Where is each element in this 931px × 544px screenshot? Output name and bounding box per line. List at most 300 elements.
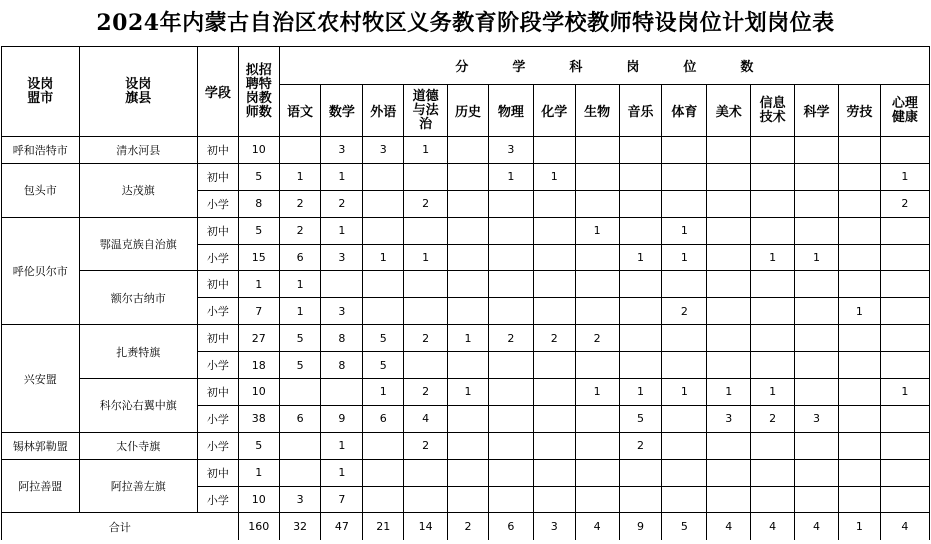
cell-subject-count: 2 (751, 405, 795, 432)
cell-stage: 初中 (197, 379, 238, 406)
cell-subject-count (751, 190, 795, 217)
cell-subject-count (619, 137, 662, 164)
cell-subject-count (751, 137, 795, 164)
cell-subject-count (575, 486, 619, 513)
cell-total-count: 160 (238, 513, 279, 540)
cell-subject-count (404, 271, 448, 298)
table-row (2, 325, 930, 352)
cell-subject-count (751, 163, 795, 190)
cell-subject-count (488, 459, 533, 486)
cell-total-subject: 21 (363, 513, 404, 540)
cell-subject-count (707, 190, 751, 217)
cell-subject-count (838, 405, 880, 432)
cell-league-city: 呼和浩特市 (2, 137, 80, 164)
cell-stage: 初中 (197, 163, 238, 190)
cell-planned-count: 8 (238, 190, 279, 217)
cell-planned-count: 10 (238, 137, 279, 164)
cell-subject-count: 1 (838, 298, 880, 325)
cell-subject-count (880, 486, 929, 513)
cell-banner-county: 阿拉善左旗 (79, 459, 197, 513)
cell-stage: 初中 (197, 325, 238, 352)
cell-subject-count (448, 137, 489, 164)
cell-subject-count: 2 (575, 325, 619, 352)
cell-subject-count (321, 271, 363, 298)
cell-stage: 小学 (197, 486, 238, 513)
header-subject: 物理 (488, 85, 533, 137)
cell-subject-count: 2 (488, 325, 533, 352)
cell-subject-count: 1 (880, 379, 929, 406)
cell-subject-count: 3 (488, 137, 533, 164)
cell-subject-count: 6 (363, 405, 404, 432)
cell-subject-count (795, 137, 839, 164)
cell-subject-count (279, 459, 321, 486)
header-subject: 心理健康 (880, 85, 929, 137)
table-row (2, 432, 930, 459)
cell-subject-count (448, 244, 489, 271)
cell-planned-count: 5 (238, 163, 279, 190)
cell-subject-count (575, 298, 619, 325)
cell-banner-county: 扎赉特旗 (79, 325, 197, 379)
cell-subject-count (619, 271, 662, 298)
cell-subject-count: 2 (619, 432, 662, 459)
cell-subject-count (838, 271, 880, 298)
header-subject: 美术 (707, 85, 751, 137)
cell-subject-count (880, 244, 929, 271)
cell-subject-count (448, 190, 489, 217)
header-subject: 数学 (321, 85, 363, 137)
cell-subject-count (795, 379, 839, 406)
cell-subject-count (404, 352, 448, 379)
cell-subject-count (838, 163, 880, 190)
cell-subject-count (795, 325, 839, 352)
cell-subject-count: 2 (880, 190, 929, 217)
cell-subject-count: 1 (662, 379, 707, 406)
cell-total-subject: 4 (795, 513, 839, 540)
cell-subject-count (404, 486, 448, 513)
cell-stage: 小学 (197, 298, 238, 325)
cell-subject-count (619, 217, 662, 244)
cell-subject-count (751, 352, 795, 379)
cell-subject-count (795, 459, 839, 486)
header-stage: 学段 (197, 47, 238, 137)
cell-subject-count: 1 (321, 432, 363, 459)
cell-subject-count: 6 (279, 244, 321, 271)
cell-subject-count (751, 298, 795, 325)
cell-subject-count: 9 (321, 405, 363, 432)
cell-subject-count (533, 459, 575, 486)
cell-subject-count (838, 325, 880, 352)
cell-subject-count (575, 271, 619, 298)
cell-subject-count: 3 (321, 244, 363, 271)
cell-subject-count: 1 (404, 137, 448, 164)
cell-subject-count: 5 (363, 325, 404, 352)
header-subject: 信息技术 (751, 85, 795, 137)
cell-subject-count (662, 163, 707, 190)
cell-subject-count (795, 432, 839, 459)
cell-subject-count (662, 459, 707, 486)
header-subject: 生物 (575, 85, 619, 137)
cell-subject-count: 5 (619, 405, 662, 432)
cell-subject-count: 1 (662, 217, 707, 244)
cell-subject-count (880, 271, 929, 298)
cell-subject-count (533, 379, 575, 406)
cell-league-city: 兴安盟 (2, 325, 80, 433)
cell-subject-count (880, 352, 929, 379)
header-planned-count: 拟招聘特岗教师数 (238, 47, 279, 137)
cell-total-subject: 3 (533, 513, 575, 540)
cell-subject-count (533, 486, 575, 513)
cell-total-subject: 6 (488, 513, 533, 540)
cell-total-subject: 4 (575, 513, 619, 540)
cell-subject-count (795, 190, 839, 217)
cell-subject-count (533, 298, 575, 325)
cell-subject-count (662, 190, 707, 217)
cell-subject-count (707, 459, 751, 486)
cell-planned-count: 15 (238, 244, 279, 271)
cell-subject-count (795, 163, 839, 190)
cell-subject-count: 2 (533, 325, 575, 352)
cell-total-subject: 14 (404, 513, 448, 540)
cell-subject-count (880, 137, 929, 164)
header-league-city: 设岗盟市 (2, 47, 80, 137)
cell-banner-county: 鄂温克族自治旗 (79, 217, 197, 271)
cell-subject-count: 8 (321, 352, 363, 379)
cell-subject-count: 3 (795, 405, 839, 432)
cell-subject-count (880, 325, 929, 352)
cell-subject-count (488, 486, 533, 513)
cell-subject-count (707, 352, 751, 379)
cell-subject-count (488, 217, 533, 244)
cell-subject-count (533, 405, 575, 432)
cell-subject-count: 1 (533, 163, 575, 190)
cell-subject-count: 1 (575, 217, 619, 244)
cell-subject-count: 8 (321, 325, 363, 352)
cell-subject-count (488, 271, 533, 298)
cell-subject-count: 7 (321, 486, 363, 513)
cell-subject-count (707, 217, 751, 244)
cell-subject-count (619, 459, 662, 486)
cell-planned-count: 10 (238, 486, 279, 513)
cell-subject-count: 3 (321, 298, 363, 325)
cell-subject-count (575, 459, 619, 486)
cell-subject-count: 1 (795, 244, 839, 271)
cell-subject-count: 1 (279, 271, 321, 298)
cell-total-subject: 2 (448, 513, 489, 540)
header-subject: 化学 (533, 85, 575, 137)
cell-subject-count (488, 298, 533, 325)
cell-subject-count (533, 244, 575, 271)
cell-subject-count (279, 379, 321, 406)
page-title: 2024年内蒙古自治区农村牧区义务教育阶段学校教师特设岗位计划岗位表 (96, 10, 835, 36)
cell-subject-count (404, 459, 448, 486)
cell-subject-count (838, 137, 880, 164)
cell-banner-county: 科尔沁右翼中旗 (79, 379, 197, 433)
cell-subject-count: 5 (279, 325, 321, 352)
cell-subject-count (880, 459, 929, 486)
cell-subject-count (448, 405, 489, 432)
cell-subject-count (533, 217, 575, 244)
cell-subject-count: 1 (751, 244, 795, 271)
cell-subject-count (751, 459, 795, 486)
cell-subject-count (707, 325, 751, 352)
cell-subject-count (838, 486, 880, 513)
cell-subject-count (363, 271, 404, 298)
cell-subject-count (448, 432, 489, 459)
cell-subject-count: 2 (404, 325, 448, 352)
cell-league-city: 阿拉善盟 (2, 459, 80, 513)
cell-subject-count (795, 298, 839, 325)
cell-league-city: 呼伦贝尔市 (2, 217, 80, 325)
table-row (2, 217, 930, 244)
cell-stage: 小学 (197, 352, 238, 379)
cell-subject-count (575, 432, 619, 459)
cell-total-subject: 9 (619, 513, 662, 540)
cell-subject-count: 5 (363, 352, 404, 379)
cell-subject-count (488, 190, 533, 217)
cell-total-subject: 1 (838, 513, 880, 540)
cell-banner-county: 达茂旗 (79, 163, 197, 217)
cell-stage: 小学 (197, 244, 238, 271)
cell-subject-count (880, 217, 929, 244)
cell-total-subject: 47 (321, 513, 363, 540)
cell-subject-count (363, 190, 404, 217)
cell-subject-count (662, 352, 707, 379)
cell-subject-count: 1 (488, 163, 533, 190)
cell-subject-count (575, 244, 619, 271)
cell-subject-count: 2 (404, 432, 448, 459)
header-subject-group: 分学科岗位数 (279, 47, 929, 85)
cell-subject-count (880, 432, 929, 459)
cell-stage: 初中 (197, 217, 238, 244)
cell-subject-count (662, 271, 707, 298)
cell-subject-count (838, 379, 880, 406)
cell-planned-count: 27 (238, 325, 279, 352)
cell-subject-count: 1 (707, 379, 751, 406)
cell-subject-count: 1 (321, 459, 363, 486)
cell-subject-count: 1 (363, 244, 404, 271)
cell-subject-count (751, 217, 795, 244)
cell-banner-county: 太仆寺旗 (79, 432, 197, 459)
cell-subject-count (838, 244, 880, 271)
cell-subject-count (488, 379, 533, 406)
cell-subject-count (533, 271, 575, 298)
cell-subject-count (488, 432, 533, 459)
cell-subject-count (662, 405, 707, 432)
table-row (2, 459, 930, 486)
header-subject: 道德与法治 (404, 85, 448, 137)
cell-stage: 小学 (197, 190, 238, 217)
cell-planned-count: 5 (238, 432, 279, 459)
cell-stage: 小学 (197, 432, 238, 459)
cell-subject-count (707, 244, 751, 271)
cell-subject-count: 2 (404, 190, 448, 217)
cell-subject-count (448, 163, 489, 190)
cell-subject-count (751, 486, 795, 513)
table-row (2, 163, 930, 190)
cell-planned-count: 1 (238, 459, 279, 486)
cell-banner-county: 清水河县 (79, 137, 197, 164)
cell-planned-count: 10 (238, 379, 279, 406)
cell-subject-count: 3 (363, 137, 404, 164)
cell-stage: 初中 (197, 271, 238, 298)
cell-subject-count: 1 (321, 217, 363, 244)
total-row (2, 513, 930, 540)
cell-subject-count (751, 432, 795, 459)
cell-subject-count (279, 137, 321, 164)
cell-subject-count: 2 (404, 379, 448, 406)
cell-subject-count (363, 217, 404, 244)
cell-subject-count: 2 (662, 298, 707, 325)
cell-subject-count: 1 (662, 244, 707, 271)
cell-total-subject: 4 (751, 513, 795, 540)
cell-subject-count (707, 163, 751, 190)
cell-subject-count: 1 (880, 163, 929, 190)
cell-subject-count (707, 298, 751, 325)
header-subject: 音乐 (619, 85, 662, 137)
cell-subject-count (707, 486, 751, 513)
cell-total-label: 合计 (2, 513, 239, 540)
cell-subject-count (880, 405, 929, 432)
cell-total-subject: 4 (707, 513, 751, 540)
cell-subject-count: 1 (321, 163, 363, 190)
cell-total-subject: 4 (880, 513, 929, 540)
cell-subject-count: 1 (448, 325, 489, 352)
cell-subject-count (795, 486, 839, 513)
table-row (2, 137, 930, 164)
header-subject: 体育 (662, 85, 707, 137)
cell-subject-count: 1 (751, 379, 795, 406)
cell-stage: 初中 (197, 459, 238, 486)
cell-subject-count (363, 163, 404, 190)
cell-subject-count (751, 325, 795, 352)
cell-subject-count (707, 271, 751, 298)
cell-subject-count (448, 352, 489, 379)
header-subject: 外语 (363, 85, 404, 137)
cell-subject-count: 1 (279, 298, 321, 325)
cell-subject-count (880, 298, 929, 325)
cell-subject-count: 1 (448, 379, 489, 406)
cell-subject-count (363, 432, 404, 459)
cell-subject-count (707, 137, 751, 164)
cell-subject-count: 4 (404, 405, 448, 432)
cell-subject-count (795, 217, 839, 244)
cell-subject-count: 5 (279, 352, 321, 379)
cell-subject-count (795, 271, 839, 298)
cell-subject-count: 1 (279, 163, 321, 190)
cell-subject-count: 2 (321, 190, 363, 217)
header-subject: 语文 (279, 85, 321, 137)
cell-stage: 初中 (197, 137, 238, 164)
cell-planned-count: 18 (238, 352, 279, 379)
cell-subject-count (448, 298, 489, 325)
table-row (2, 271, 930, 298)
cell-total-subject: 32 (279, 513, 321, 540)
cell-subject-count (321, 379, 363, 406)
cell-subject-count (404, 298, 448, 325)
cell-subject-count (488, 352, 533, 379)
header-subject: 历史 (448, 85, 489, 137)
cell-subject-count (279, 432, 321, 459)
cell-subject-count (448, 271, 489, 298)
post-plan-table (1, 46, 930, 540)
cell-subject-count (575, 137, 619, 164)
header-subject: 科学 (795, 85, 839, 137)
cell-subject-count (838, 190, 880, 217)
cell-subject-count (363, 459, 404, 486)
cell-subject-count (662, 325, 707, 352)
cell-subject-count (662, 137, 707, 164)
cell-subject-count (448, 217, 489, 244)
cell-subject-count (619, 298, 662, 325)
cell-subject-count (533, 137, 575, 164)
cell-subject-count (448, 459, 489, 486)
cell-subject-count (662, 486, 707, 513)
cell-subject-count (619, 352, 662, 379)
cell-stage: 小学 (197, 405, 238, 432)
cell-subject-count (533, 352, 575, 379)
cell-subject-count (575, 163, 619, 190)
cell-subject-count (838, 217, 880, 244)
cell-subject-count (619, 163, 662, 190)
cell-subject-count (488, 244, 533, 271)
cell-subject-count: 3 (279, 486, 321, 513)
cell-league-city: 包头市 (2, 163, 80, 217)
cell-total-subject: 5 (662, 513, 707, 540)
cell-subject-count (404, 163, 448, 190)
cell-subject-count: 2 (279, 217, 321, 244)
cell-subject-count (363, 486, 404, 513)
table-row (2, 379, 930, 406)
cell-subject-count (619, 190, 662, 217)
cell-subject-count: 1 (575, 379, 619, 406)
cell-subject-count (838, 432, 880, 459)
cell-banner-county: 额尔古纳市 (79, 271, 197, 325)
cell-subject-count: 6 (279, 405, 321, 432)
cell-planned-count: 5 (238, 217, 279, 244)
cell-league-city: 锡林郭勒盟 (2, 432, 80, 459)
cell-subject-count (575, 405, 619, 432)
cell-planned-count: 7 (238, 298, 279, 325)
cell-subject-count: 2 (279, 190, 321, 217)
cell-subject-count (488, 405, 533, 432)
cell-subject-count: 1 (404, 244, 448, 271)
cell-subject-count (533, 432, 575, 459)
header-banner-county: 设岗旗县 (79, 47, 197, 137)
cell-planned-count: 38 (238, 405, 279, 432)
cell-subject-count (448, 486, 489, 513)
cell-subject-count (619, 486, 662, 513)
cell-subject-count: 1 (619, 379, 662, 406)
cell-subject-count (795, 352, 839, 379)
cell-subject-count (838, 352, 880, 379)
cell-subject-count: 1 (363, 379, 404, 406)
cell-subject-count: 3 (707, 405, 751, 432)
cell-subject-count (751, 271, 795, 298)
cell-subject-count (404, 217, 448, 244)
cell-subject-count: 3 (321, 137, 363, 164)
cell-subject-count (838, 459, 880, 486)
cell-subject-count (662, 432, 707, 459)
cell-subject-count (363, 298, 404, 325)
cell-subject-count (533, 190, 575, 217)
cell-planned-count: 1 (238, 271, 279, 298)
cell-subject-count (707, 432, 751, 459)
header-subject: 劳技 (838, 85, 880, 137)
cell-subject-count: 1 (619, 244, 662, 271)
cell-subject-count (619, 325, 662, 352)
cell-subject-count (575, 190, 619, 217)
cell-subject-count (575, 352, 619, 379)
